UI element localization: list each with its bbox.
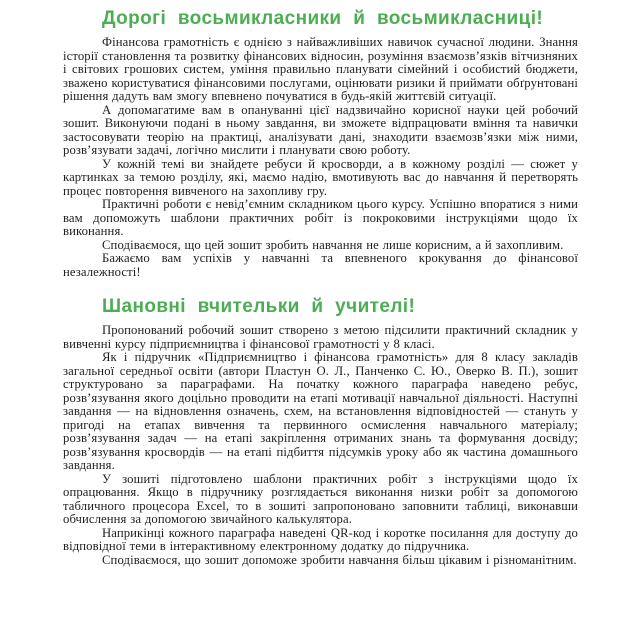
paragraph: Пропонований робочий зошит створено з метою підсилити практичний складник у вивченні курсу підприємництва і фінансової грамотності у 8 класі. [63, 323, 578, 351]
paragraph: У кожній темі ви знайдете ребуси й кросворди, а в кожному розділі — сюжет у картинках за темою розділу, які, маємо надію, вмотивують вас до навчання й перетворять процес повторення вивченого на захопливу гру. [63, 156, 578, 198]
paragraph: Наприкінці кожного параграфа наведені QR-код і коротке посилання для доступу до відповідної теми в інтерактивному електронному додатку до підручника. [63, 525, 578, 553]
paragraph: А допомагатиме вам в опануванні цієї надзвичайно корисної науки цей робочий зошит. Виконуючи подані в ньому завдання, ви зможете відпрацювати вміння та навички застосовувати теорію на практиці, аналізувати дані, знаходити взаємозв’язки між ними, розв’язувати задачі, логічно мислити і планувати свою роботу. [63, 102, 578, 157]
section-heading-teachers: Шановні вчительки й учителі! [102, 296, 416, 317]
paragraph: Сподіваємося, що цей зошит зробить навчання не лише корисним, а й захопливим. [102, 237, 564, 252]
section-heading-students: Дорогі восьмикласники й восьмикласниці! [102, 8, 544, 29]
paragraph: У зошиті підготовлено шаблони практичних робіт з інструкціями щодо їх опрацювання. Якщо в підручнику розглядається виконання низки робіт за допомогою табличного процесора Excel, то в зошиті запропоновано заповнити таблиці, виконавши обчислення за допомогою звичайного калькулятора. [63, 471, 578, 526]
paragraph: Як і підручник «Підприємництво і фінансова грамотність» для 8 класу закладів загальної середньої освіти (автори Пластун О. Л., Панченко С. Ю., Оверко В. П.), зошит структуровано за параграфами. На початку кожного параграфа наведено ребус, розв’язування якого доцільно проводити на етапі мотивації навчальної діяльності. Наступні завдання — на відновлення означень, схем, на встановлення відповідностей — стануть у пригоді на етапах вивчення та первинного осмислення навчального матеріалу; розв’язування задач — на етапі закріплення отриманих знань та формування досвіду; розв’язування кросвордів — на етапі підбиття підсумків уроку або як частина домашнього завдання. [63, 350, 578, 472]
paragraph: Фінансова грамотність є однією з найважливіших навичок сучасної людини. Знання історії становлення та розвитку фінансових відносин, розуміння взаємозв’язків вітчизняних і світових грошових систем, уміння правильно планувати сімейний і особистий бюджети, зважено користуватися фінансовими послугами, оцінювати ризики й приймати обґрунтовані рішення дадуть вам змогу впевнено почуватися в будь-якій життєвій ситуації. [63, 35, 578, 103]
paragraph: Бажаємо вам успіхів у навчанні та впевненого крокування до фінансової незалежності! [63, 251, 578, 279]
paragraph: Сподіваємося, що зошит допоможе зробити навчання більш цікавим і різноманітним. [102, 552, 577, 567]
section-teachers [63, 295, 578, 567]
section-students [63, 7, 578, 279]
paragraph: Практичні роботи є невід’ємним складником цього курсу. Успішно впоратися з ними вам допоможуть шаблони практичних робіт із покроковими інструкціями щодо їх виконання. [63, 197, 578, 238]
